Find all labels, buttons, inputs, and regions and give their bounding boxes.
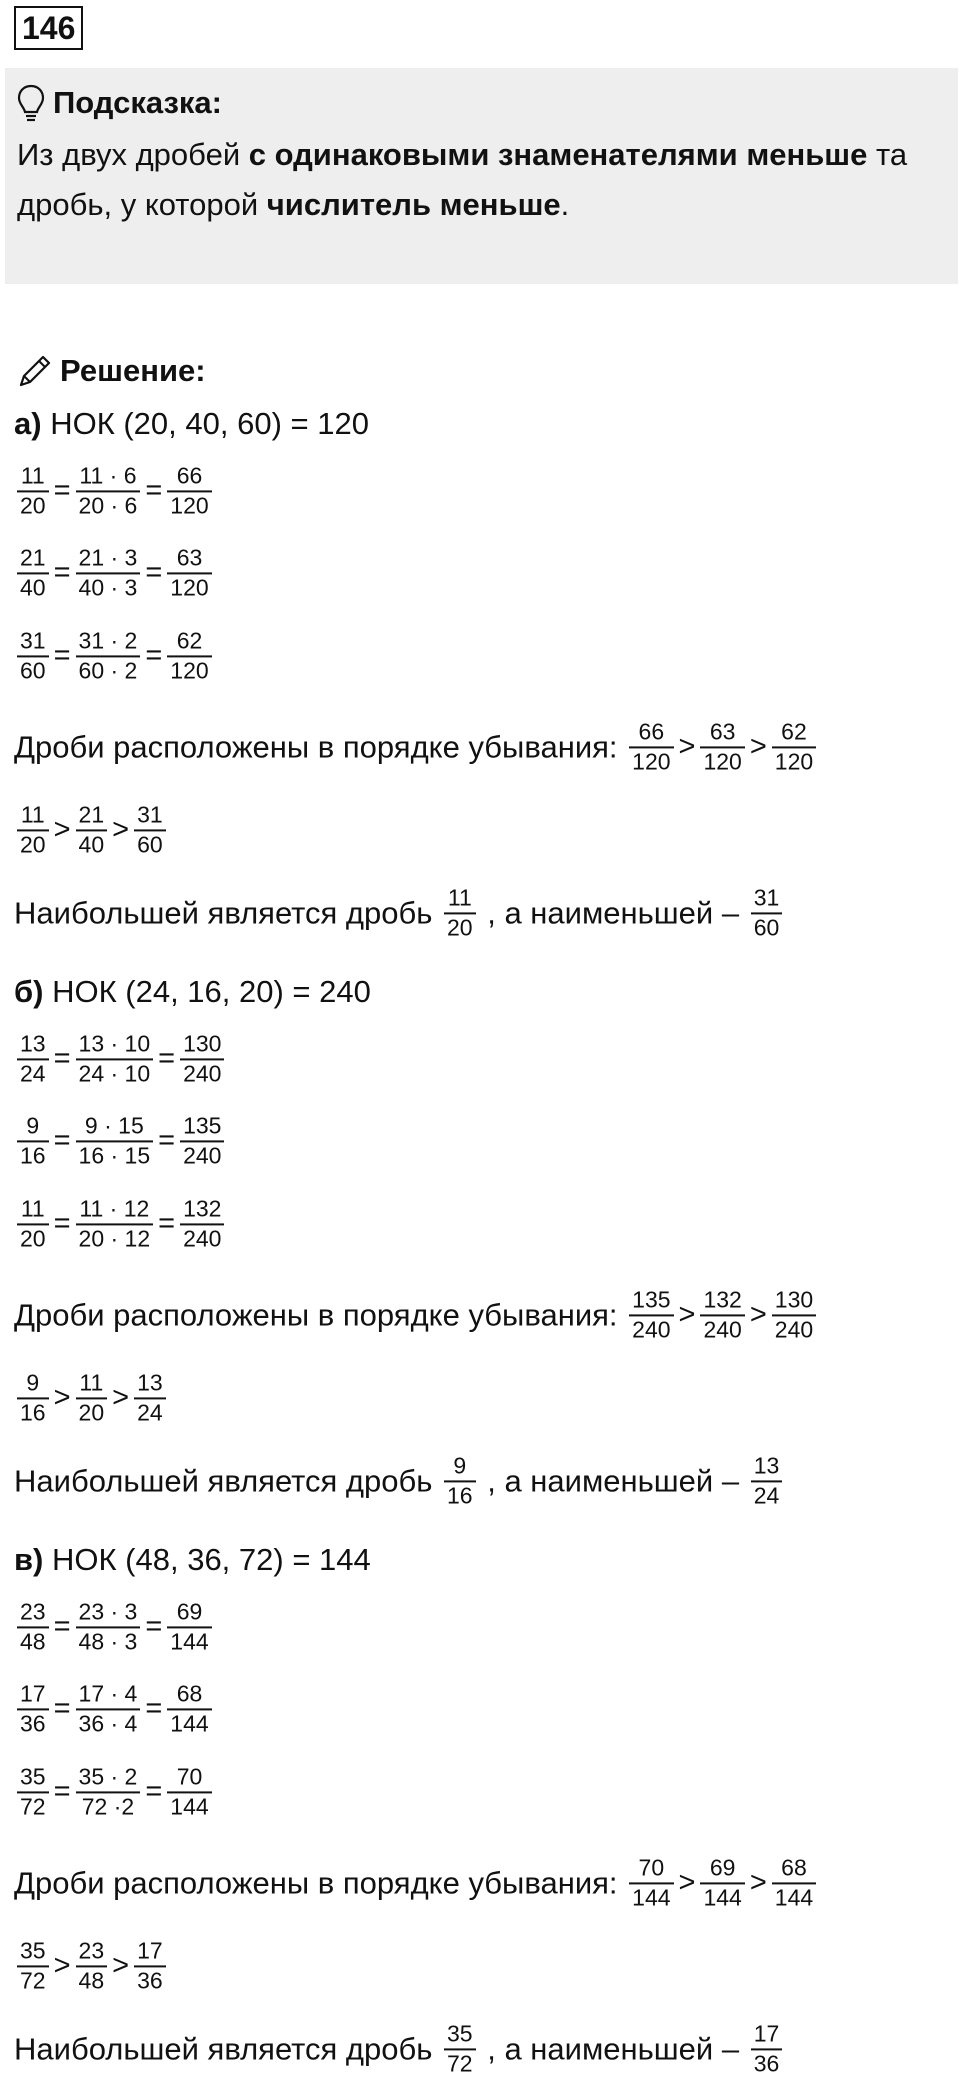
fraction-numerator: 63 [176, 544, 203, 571]
fraction-numerator: 11 [20, 1195, 45, 1222]
fraction-denominator: 48 [20, 1628, 46, 1654]
equals-sign: = [145, 556, 163, 589]
fraction [17, 1763, 49, 1820]
fraction [76, 1598, 141, 1655]
smallest-text: , а наименьшей – [478, 895, 748, 930]
greater-than-sign: > [678, 730, 696, 763]
fraction-numerator: 132 [703, 1286, 742, 1313]
fraction-denominator: 20 [20, 831, 46, 857]
fraction-denominator: 24 · 10 [78, 1060, 151, 1086]
hint-bold-phrase: числитель меньше [266, 187, 561, 222]
fraction-denominator: 20 [20, 1225, 46, 1251]
equals-sign: = [145, 474, 163, 507]
fraction-numerator: 11 [20, 801, 45, 828]
fraction-denominator: 72 [447, 2050, 473, 2076]
fraction-numerator: 135 [183, 1112, 222, 1139]
equals-sign: = [53, 1042, 71, 1075]
equals-sign: = [53, 474, 71, 507]
equals-sign: = [53, 639, 71, 672]
fraction-denominator: 60 · 2 [78, 657, 138, 683]
fraction-denominator: 60 [20, 657, 46, 683]
part-letter: а) [14, 406, 42, 441]
fraction-numerator: 21 · 3 [78, 544, 138, 571]
fraction-numerator: 17 [137, 1937, 163, 1964]
order-text: Дроби расположены в порядке убывания: [14, 1865, 627, 1900]
hint-text [17, 130, 946, 230]
fraction-denominator: 120 [774, 748, 814, 774]
part-letter: в) [14, 1542, 44, 1577]
fraction [17, 1937, 49, 1994]
fraction [17, 462, 49, 519]
fraction-denominator: 40 [78, 831, 105, 857]
fraction [629, 1286, 673, 1343]
fraction-numerator: 35 · 2 [78, 1763, 138, 1790]
greater-than-sign: > [53, 813, 71, 846]
fraction-denominator: 240 [183, 1225, 222, 1251]
solution-title: Решение: [60, 353, 206, 388]
greater-than-sign: > [678, 1298, 696, 1331]
fraction-denominator: 240 [774, 1316, 814, 1342]
fraction-denominator: 240 [183, 1060, 222, 1086]
fraction-numerator: 9 [26, 1369, 40, 1396]
fraction [772, 1286, 816, 1343]
fraction [772, 1854, 816, 1911]
fraction-numerator: 11 · 6 [79, 462, 137, 489]
original-order-row [14, 801, 169, 858]
fraction-numerator: 135 [632, 1286, 671, 1313]
fraction-denominator: 144 [774, 1884, 814, 1910]
fraction [751, 1452, 783, 1509]
fraction-numerator: 11 [20, 462, 45, 489]
conclusion-row [14, 1452, 785, 1509]
fraction-numerator: 17 [20, 1680, 46, 1707]
fraction-denominator: 120 [170, 574, 209, 600]
fraction-numerator: 66 [176, 462, 203, 489]
fraction-numerator: 23 [78, 1937, 105, 1964]
fraction-denominator: 36 [137, 1967, 163, 1993]
fraction-numerator: 130 [183, 1030, 222, 1057]
fraction-numerator: 35 [20, 1937, 46, 1964]
greater-than-sign: > [112, 1949, 130, 1982]
fraction-denominator: 16 [20, 1142, 46, 1168]
fraction-numerator: 31 · 2 [78, 627, 138, 654]
fraction [444, 1452, 476, 1509]
fraction-numerator: 70 [176, 1763, 203, 1790]
fraction-denominator: 240 [183, 1142, 222, 1168]
fraction-numerator: 31 [753, 884, 780, 911]
hint-title: Подсказка: [53, 85, 222, 120]
fraction-numerator: 66 [638, 718, 665, 745]
fraction-denominator: 48 [78, 1967, 105, 1993]
hint-bold-phrase: с одинаковыми знаменателями меньше [248, 137, 868, 172]
task-number: 146 [14, 6, 83, 50]
fraction-denominator: 40 · 3 [78, 574, 138, 600]
part-header [14, 974, 371, 1010]
fraction-denominator: 24 [753, 1482, 780, 1508]
fraction [167, 1763, 211, 1820]
fraction-numerator: 35 [447, 2020, 473, 2047]
order-row [14, 718, 819, 775]
fraction [76, 462, 141, 519]
fraction-denominator: 16 · 15 [78, 1142, 151, 1168]
fraction [167, 462, 211, 519]
fraction-numerator: 35 [20, 1763, 46, 1790]
fraction-numerator: 31 [20, 627, 46, 654]
fraction-numerator: 132 [183, 1195, 222, 1222]
fraction [772, 718, 816, 775]
order-row [14, 1286, 819, 1343]
fraction [444, 2020, 476, 2077]
fraction-numerator: 13 [137, 1369, 163, 1396]
fraction-numerator: 68 [176, 1680, 203, 1707]
fraction-numerator: 62 [781, 718, 807, 745]
fraction-denominator: 120 [632, 748, 671, 774]
solution-header [16, 352, 206, 390]
fraction [76, 544, 141, 601]
fraction [76, 1680, 141, 1737]
fraction [134, 1937, 166, 1994]
fraction [751, 884, 783, 941]
equals-sign: = [145, 1610, 163, 1643]
greater-than-sign: > [53, 1949, 71, 1982]
fraction-denominator: 20 · 12 [78, 1225, 151, 1251]
fraction-numerator: 21 [20, 544, 46, 571]
fraction-numerator: 9 [453, 1452, 467, 1479]
equation-row [14, 544, 215, 601]
fraction [17, 544, 49, 601]
fraction [700, 718, 744, 775]
fraction-numerator: 70 [638, 1854, 665, 1881]
smallest-text: , а наименьшей – [478, 2031, 748, 2066]
fraction [180, 1030, 224, 1087]
fraction [444, 884, 476, 941]
largest-text: Наибольшей является дробь [14, 2031, 442, 2066]
part-header [14, 1542, 371, 1578]
fraction-denominator: 20 [20, 492, 46, 518]
part-letter: б) [14, 974, 44, 1009]
lcm-text: НОК (48, 36, 72) = 144 [43, 1542, 371, 1577]
hint-box [5, 68, 958, 284]
fraction [134, 801, 166, 858]
equation-row [14, 1763, 215, 1820]
fraction-numerator: 9 [26, 1112, 40, 1139]
conclusion-row [14, 884, 785, 941]
fraction-denominator: 72 [20, 1793, 46, 1819]
fraction-denominator: 240 [703, 1316, 742, 1342]
equals-sign: = [158, 1207, 176, 1240]
equals-sign: = [53, 556, 71, 589]
fraction [76, 1369, 108, 1426]
equation-row [14, 1195, 227, 1252]
fraction-numerator: 69 [709, 1854, 736, 1881]
fraction-denominator: 144 [632, 1884, 671, 1910]
fraction [76, 1195, 154, 1252]
fraction-denominator: 20 [447, 914, 473, 940]
fraction-numerator: 68 [781, 1854, 807, 1881]
fraction [76, 627, 141, 684]
greater-than-sign: > [749, 1866, 767, 1899]
fraction-denominator: 16 [447, 1482, 473, 1508]
greater-than-sign: > [53, 1381, 71, 1414]
equals-sign: = [158, 1042, 176, 1075]
hint-text-part: Из двух дробей [17, 137, 249, 172]
fraction [167, 1598, 211, 1655]
greater-than-sign: > [678, 1866, 696, 1899]
fraction-numerator: 130 [774, 1286, 814, 1313]
fraction-denominator: 36 · 4 [78, 1710, 138, 1736]
fraction-numerator: 11 [79, 1369, 104, 1396]
fraction [76, 1112, 154, 1169]
fraction [17, 1195, 49, 1252]
hint-text-part: . [560, 187, 570, 222]
fraction [700, 1286, 744, 1343]
fraction-numerator: 11 · 12 [79, 1195, 150, 1222]
fraction-denominator: 20 [78, 1399, 105, 1425]
fraction [76, 1937, 108, 1994]
lcm-text: НОК (20, 40, 60) = 120 [41, 406, 369, 441]
fraction [629, 1854, 673, 1911]
equals-sign: = [145, 1775, 163, 1808]
fraction [167, 544, 211, 601]
order-text: Дроби расположены в порядке убывания: [14, 729, 627, 764]
fraction [180, 1112, 224, 1169]
fraction [180, 1195, 224, 1252]
fraction-denominator: 72 ·2 [81, 1793, 135, 1819]
fraction [76, 801, 108, 858]
greater-than-sign: > [112, 813, 130, 846]
fraction-denominator: 144 [703, 1884, 742, 1910]
greater-than-sign: > [749, 730, 767, 763]
fraction-numerator: 11 [447, 884, 472, 911]
fraction [76, 1030, 154, 1087]
fraction-denominator: 144 [170, 1793, 209, 1819]
fraction [17, 1680, 49, 1737]
fraction-denominator: 60 [753, 914, 780, 940]
fraction [17, 1030, 49, 1087]
fraction [751, 2020, 783, 2077]
hint-header [17, 76, 946, 130]
fraction-denominator: 24 [137, 1399, 163, 1425]
fraction-numerator: 21 [78, 801, 105, 828]
fraction-numerator: 31 [137, 801, 163, 828]
fraction [629, 718, 673, 775]
equals-sign: = [53, 1775, 71, 1808]
fraction-denominator: 24 [20, 1060, 46, 1086]
equals-sign: = [53, 1692, 71, 1725]
equals-sign: = [158, 1124, 176, 1157]
fraction-denominator: 120 [170, 492, 209, 518]
lcm-text: НОК (24, 16, 20) = 240 [43, 974, 371, 1009]
fraction-numerator: 13 [20, 1030, 46, 1057]
equals-sign: = [145, 639, 163, 672]
fraction [134, 1369, 166, 1426]
fraction-denominator: 72 [20, 1967, 46, 1993]
fraction-numerator: 69 [176, 1598, 203, 1625]
fraction-denominator: 120 [703, 748, 742, 774]
smallest-text: , а наименьшей – [478, 1463, 748, 1498]
largest-text: Наибольшей является дробь [14, 1463, 442, 1498]
fraction [17, 1112, 49, 1169]
fraction-numerator: 17 · 4 [78, 1680, 138, 1707]
part-header [14, 406, 369, 442]
fraction-denominator: 16 [20, 1399, 46, 1425]
equals-sign: = [53, 1124, 71, 1157]
original-order-row [14, 1369, 169, 1426]
equation-row [14, 462, 215, 519]
equals-sign: = [53, 1610, 71, 1643]
fraction-numerator: 9 · 15 [84, 1112, 144, 1139]
equals-sign: = [145, 1692, 163, 1725]
fraction-denominator: 240 [632, 1316, 671, 1342]
fraction [17, 801, 49, 858]
fraction-denominator: 144 [170, 1710, 209, 1736]
conclusion-row [14, 2020, 785, 2077]
fraction [167, 627, 211, 684]
fraction-denominator: 60 [137, 831, 163, 857]
lightbulb-icon [17, 84, 45, 122]
order-text: Дроби расположены в порядке убывания: [14, 1297, 627, 1332]
fraction-denominator: 20 · 6 [78, 492, 138, 518]
equation-row [14, 1030, 227, 1087]
equation-row [14, 627, 215, 684]
fraction-denominator: 40 [20, 574, 46, 600]
hint-text-part: та дробь, у которой [17, 137, 908, 222]
fraction-numerator: 23 [20, 1598, 46, 1625]
fraction [17, 1369, 49, 1426]
largest-text: Наибольшей является дробь [14, 895, 442, 930]
fraction-denominator: 36 [753, 2050, 780, 2076]
fraction [167, 1680, 211, 1737]
fraction-numerator: 13 [753, 1452, 780, 1479]
greater-than-sign: > [112, 1381, 130, 1414]
equation-row [14, 1680, 215, 1737]
equals-sign: = [53, 1207, 71, 1240]
fraction-denominator: 48 · 3 [78, 1628, 138, 1654]
fraction-numerator: 23 · 3 [78, 1598, 138, 1625]
fraction-denominator: 36 [20, 1710, 46, 1736]
fraction-denominator: 144 [170, 1628, 209, 1654]
original-order-row [14, 1937, 169, 1994]
equation-row [14, 1598, 215, 1655]
pencil-icon [16, 352, 54, 390]
greater-than-sign: > [749, 1298, 767, 1331]
order-row [14, 1854, 819, 1911]
fraction-numerator: 13 · 10 [78, 1030, 151, 1057]
fraction [76, 1763, 141, 1820]
fraction-denominator: 120 [170, 657, 209, 683]
fraction-numerator: 63 [709, 718, 736, 745]
fraction [17, 627, 49, 684]
fraction-numerator: 62 [176, 627, 203, 654]
equation-row [14, 1112, 227, 1169]
fraction [17, 1598, 49, 1655]
fraction [700, 1854, 744, 1911]
fraction-numerator: 17 [753, 2020, 780, 2047]
